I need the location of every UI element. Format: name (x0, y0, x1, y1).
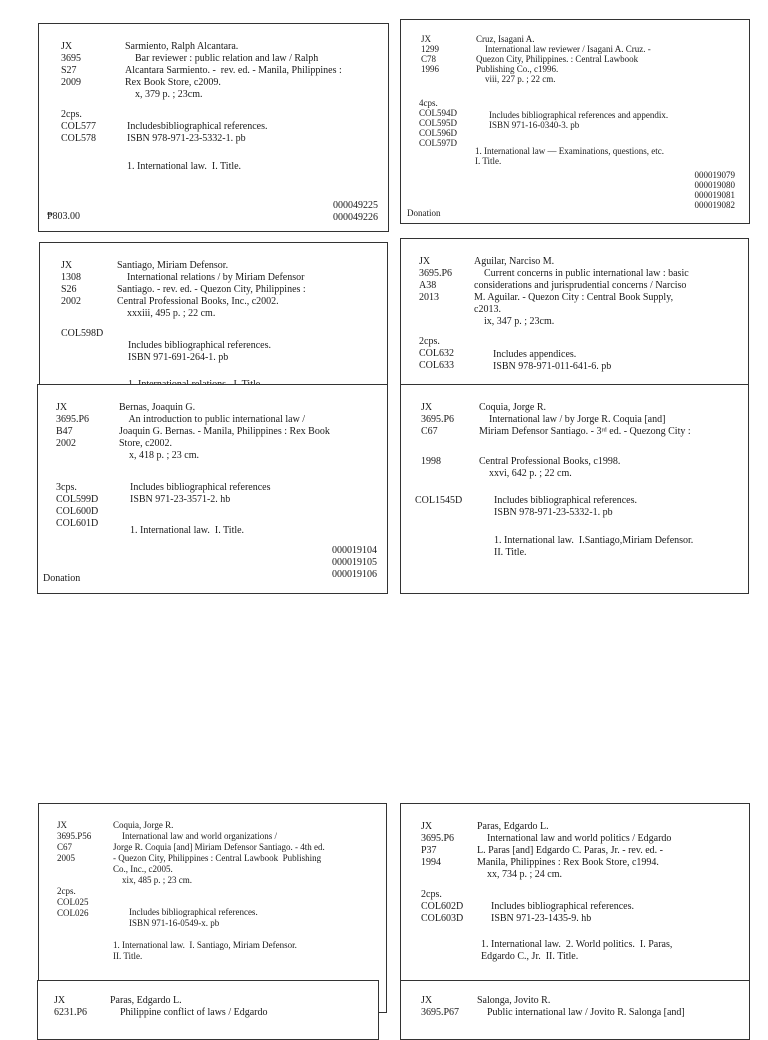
catalog-card-bernas (37, 384, 388, 594)
card-notes: Includes bibliographical references and appendix. ISBN 971-16-0340-3. pb (489, 110, 669, 130)
card-notes: Includes bibliographical references. ISBN 971-16-0549-x. pb (129, 907, 258, 928)
card-description-cont: Central Professional Books, c1998. xxvi, 642 p. ; 22 cm. (479, 456, 621, 479)
copy-numbers: 2cps. COL025 COL026 (57, 886, 89, 918)
card-description: Sarmiento, Ralph Alcantara. Bar reviewer : public relation and law / Ralph Alcantara Sarmiento. - rev. ed. - Manila, Philippines : Rex Book Store, c2009. x, 379 p. ; 23cm. (125, 41, 342, 100)
card-description: Coquia, Jorge R. International law / by Jorge R. Coquia [and] Miriam Defensor Santiago. - 3ʳᵈ ed. - Quezong City : (479, 402, 691, 437)
call-number: JX 3695.P6 A38 2013 (419, 256, 453, 303)
card-tracing: 1. International law. I.Santiago,Miriam Defensor. II. Title. (494, 535, 694, 558)
card-notes: Includes appendices. ISBN 978-971-011-641-6. pb (493, 349, 612, 372)
copy-numbers: 2cps. COL577 COL578 (61, 109, 96, 144)
copy-numbers: 3cps. COL599D COL600D COL601D (56, 482, 99, 529)
card-donation: Donation (407, 208, 441, 218)
card-notes: Includes bibliographical references ISBN 971-23-3571-2. hb (130, 482, 271, 505)
card-description: Aguilar, Narciso M. Current concerns in public international law : basic considerations and jurisprudential concerns / Narciso M. Aguilar. - Quezon City : Central Book Supply, c2013. ix, 347 p. ; 23cm. (474, 256, 689, 327)
card-description: Salonga, Jovito R. Public international law / Jovito R. Salonga [and] (477, 995, 685, 1018)
card-description: Santiago, Miriam Defensor. International relations / by Miriam Defensor Santiago. - rev. ed. - Quezon City, Philippines : Central Professional Books, Inc., c2002. xxxiii, 495 p. ; 22 cm. (117, 260, 306, 319)
call-number: JX 6231.P6 (54, 995, 88, 1018)
card-description: Cruz, Isagani A. International law reviewer / Isagani A. Cruz. - Quezon City, Philippines. : Central Lawbook Publishing Co., c1996. viii, 227 p. ; 22 cm. (476, 34, 651, 84)
card-description: Coquia, Jorge R. International law and world organizations / Jorge R. Coquia [and] Miriam Defensor Santiago. - 4th ed. - Quezon City, Philippines : Central Lawbook Publishing Co., Inc., c2005. xix, 485 p. ; 23 cm. (113, 820, 325, 885)
catalog-card-coquia-1998 (400, 384, 749, 594)
catalog-card-cruz (400, 19, 750, 224)
copy-numbers: 4cps. COL594D COL595D COL596D COL597D (419, 98, 457, 148)
call-number: JX 3695.P6 P37 1994 (421, 821, 455, 868)
card-donation: Donation (43, 573, 81, 584)
call-number-year: 1998 (421, 456, 441, 467)
catalog-card-aguilar (400, 238, 749, 398)
card-tracing: 1. International law — Examinations, questions, etc. I. Title. (475, 146, 664, 166)
card-tracing: 1. International law. I. Title. (127, 161, 242, 172)
call-number: JX 3695.P67 (421, 995, 460, 1018)
accession-numbers: 000049225 000049226 (333, 200, 378, 223)
call-number: JX 1308 S26 2002 (61, 260, 81, 307)
accession-numbers: 000019104 000019105 000019106 (332, 545, 377, 580)
card-description: Paras, Edgardo L. International law and world politics / Edgardo L. Paras [and] Edgardo C. Paras, Jr. - rev. ed. - Manila, Philippines : Rex Book Store, c1994. xx, 734 p. ; 24 cm. (477, 821, 672, 880)
accession-numbers: 000019079 000019080 000019081 000019082 (694, 170, 735, 210)
copy-numbers: COL1545D (415, 495, 463, 506)
card-notes: Includes bibliographical references. ISBN 971-691-264-1. pb (128, 340, 271, 363)
catalog-card-salonga (400, 980, 750, 1040)
call-number: JX 1299 C78 1996 (421, 34, 439, 74)
call-number: JX 3695.P56 C67 2005 (57, 820, 92, 863)
card-description: Paras, Edgardo L. Philippine conflict of laws / Edgardo (110, 995, 268, 1018)
call-number: JX 3695 S27 2009 (61, 41, 81, 88)
card-tracing: 1. International law. I. Title. (130, 525, 245, 536)
catalog-card-sarmiento (38, 23, 389, 232)
card-notes: Includesbibliographical references. ISBN 978-971-23-5332-1. pb (127, 121, 268, 144)
copy-numbers: 2cps. COL632 COL633 (419, 336, 454, 371)
call-number: JX 3695.P6 C67 (421, 402, 455, 437)
catalog-card-santiago (39, 242, 388, 402)
copy-numbers: 2cps. COL602D COL603D (421, 889, 464, 924)
copy-numbers: COL598D (61, 328, 104, 339)
catalog-card-paras-conflict (37, 980, 379, 1040)
card-notes: Includes bibliographical references. ISBN 971-23-1435-9. hb (491, 901, 634, 924)
card-tracing: 1. International law. I. Santiago, Miriam Defensor. II. Title. (113, 940, 297, 961)
card-notes: Includes bibliographical references. ISBN 978-971-23-5332-1. pb (494, 495, 637, 518)
call-number: JX 3695.P6 B47 2002 (56, 402, 90, 449)
card-price: ₱803.00 (47, 211, 81, 222)
card-tracing: 1. International law. 2. World politics. I. Paras, Edgardo C., Jr. II. Title. (481, 939, 673, 962)
card-description: Bernas, Joaquin G. An introduction to public international law / Joaquin G. Bernas. - Manila, Philippines : Rex Book Store, c2002. x, 418 p. ; 23 cm. (119, 402, 330, 461)
